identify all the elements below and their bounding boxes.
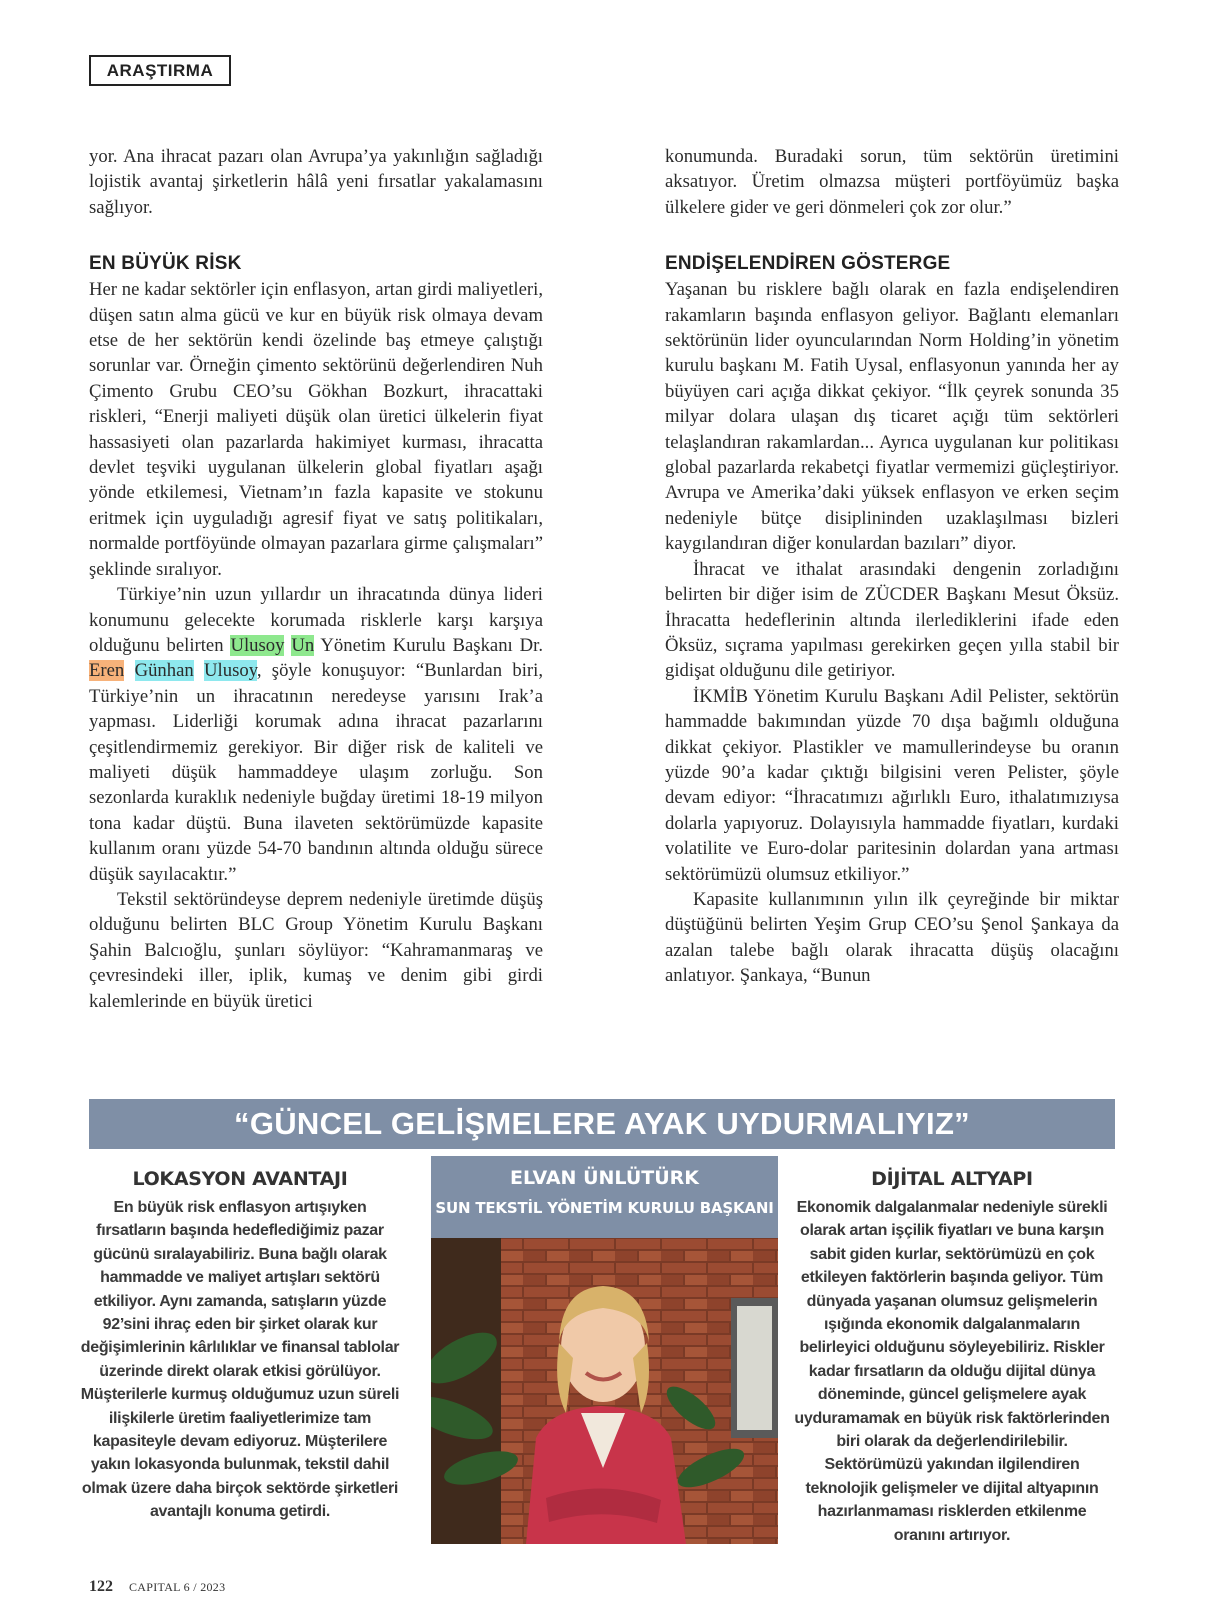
paragraph: yor. Ana ihracat pazarı olan Avrupa’ya yakınlığın sağladığı lojistik avantaj şirketlerin hâlâ yeni fırsatlar yakalamasını sağlıyor. — [89, 146, 543, 218]
box-title: DİJİTAL ALTYAPI — [871, 1168, 1033, 1190]
text-run: , şöyle konuşuyor: “Bunlardan biri, Türkiye’nin un ihracatının neredeyse yarısını Irak’a yapması. Liderliği korumak adına ihracat pazarlarını çeşitlendirmemiz gerekiyor. Bir diğer risk de kaliteli ve maliyeti düşük hammaddeye ulaşım zorluğu. Son sezonlarda kuraklık nedeniyle buğday üretimi 18-19 milyon tona kadar düştü. Buna ilaveten sektörümüzde kapasite kullanım oranı yüzde 54-70 bandının altında olduğu sürece düşük sayılacaktır.” — [89, 660, 543, 885]
text-run: Yönetim Kurulu Başkanı Dr. — [314, 634, 543, 656]
page-footer — [89, 1578, 225, 1596]
page-number: 122 — [89, 1578, 113, 1595]
article-column-left — [89, 144, 543, 1014]
box-text: En büyük risk enflasyon artışıyken fırsatların başında hedeflediğimiz pazar gücünü sıralayabiliriz. Buna bağlı olarak hammadde ve maliyet artışları sektörü etkiliyor. Aynı zamanda, satışların yüzde 92’sini ihraç eden bir şirket olarak kur değişimlerinin kârlılıklar ve finansal tablolar üzerinde direkt olarak etkisi görülüyor. Müşterilerle kurmuş olduğumuz uzun süreli ilişkilerle üretim faaliyetlerimize tam kapasiteyle devam ediyoruz. Müşterilere yakın lokasyonda bulunmak, tekstil dahil olmak üzere daha birçok sektörde şirketleri avantajlı konuma getirdi. — [80, 1199, 400, 1521]
subheading: EN BÜYÜK RİSK — [89, 253, 242, 275]
paragraph: İhracat ve ithalat arasındaki dengenin zorladığını belirten bir diğer isim de ZÜCDER Başkanı Mesut Öksüz. İhracatta hedeflerinin altında ilerlediklerini ifade eden Öksüz, sıçrama yapılması gerekirken geçen yılla stabil bir gidişat olduğunu dile getiriyor. — [665, 558, 1119, 682]
profile-role: SUN TEKSTİL YÖNETİM KURULU BAŞKANI — [435, 1199, 774, 1217]
highlighted-text: Günhan — [134, 660, 194, 682]
portrait-photo — [431, 1238, 778, 1544]
paragraph: konumunda. Buradaki sorun, tüm sektörün üretimini aksatıyor. Üretim olmazsa müşteri portföyümüz başka ülkelere gider ve geri dönmeleri çok zor olur.” — [665, 146, 1119, 218]
paragraph: Her ne kadar sektörler için enflasyon, artan girdi maliyetleri, düşen satın alma gücü ve kur en büyük risk olmaya devam etse de her sektörün kendi özelinde baş etmeye çalıştığı sorunlar var. Örneğin çimento sektörünü değerlendiren Nuh Çimento Grubu CEO’su Gökhan Bozkurt, ihracattaki riskleri, “Enerji maliyeti düşük olan üretici ülkelerin fiyat hassasiyeti olan pazarlarda hakimiyet kurması, ihracatta devlet teşviki uygulanan ülkelerin global fiyatları aşağı yönde etkilemesi, Vietnam’ın fazla kapasite ve stokunu eritmek için uyguladığı agresif fiyat ve satış politikaları, normalde portföyünde olmayan pazarlara girme çalışmaları” şeklinde sıralıyor. — [89, 279, 543, 580]
article-column-right — [665, 144, 1119, 989]
highlighted-text: Ulusoy — [230, 634, 285, 656]
box-text: Ekonomik dalgalanmalar nedeniyle sürekli olarak artan işçilik fiyatları ve buna karşın sabit giden kurlar, sektörümüzü en çok etkileyen faktörlerin başında geliyor. Tüm dünyada yaşanan olumsuz gelişmelerin ışığında ekonomik dalgalanmaların belirleyici olduğunu söyleyebiliriz. Riskler kadar fırsatların da olduğu dijital dünya döneminde, güncel gelişmelere ayak uyduramamak en büyük risk faktörlerinden biri olarak da değerlendirilebilir. Sektörümüzü yakından ilgilendiren teknolojik gelişmeler ve dijital altyapının hazırlanmaması risklerden etkilenme oranını artırıyor. — [794, 1199, 1110, 1544]
box-title: LOKASYON AVANTAJI — [132, 1168, 348, 1190]
highlighted-text: Un — [291, 634, 315, 656]
magazine-issue: CAPITAL 6 / 2023 — [129, 1580, 226, 1594]
text-run — [124, 660, 134, 681]
profile-card — [431, 1156, 778, 1544]
box-right-column — [792, 1168, 1112, 1547]
highlighted-text: Ulusoy — [204, 660, 257, 682]
paragraph: Tekstil sektöründeyse deprem nedeniyle üretimde düşüş olduğunu belirten BLC Group Yönetim Kurulu Başkanı Şahin Balcıoğlu, şunları söylüyor: “Kahramanmaraş ve çevresindeki iller, iplik, kumaş ve denim gibi girdi kalemlerinde en büyük üretici — [89, 888, 543, 1012]
text-run — [194, 660, 204, 681]
highlighted-text: Eren — [89, 660, 125, 682]
box-banner: “GÜNCEL GELİŞMELERE AYAK UYDURMALIYIZ” — [89, 1099, 1115, 1149]
box-left-column — [80, 1168, 400, 1524]
section-tag: ARAŞTIRMA — [89, 55, 231, 86]
paragraph: İKMİB Yönetim Kurulu Başkanı Adil Pelister, sektörün hammadde bakımından yüzde 70 dışa bağımlı olduğuna dikkat çekiyor. Plastikler ve mamullerindeyse bu oranın yüzde 90’a kadar çıktığı bilgisini veren Pelister, şöyle devam ediyor: “İhracatımızı ağırlıklı Euro, ithalatımızıysa dolarla yapıyoruz. Dolayısıyla hammadde fiyatları, kurdaki volatilite ve Euro-dolar paritesinin dolardan yana artması sektörümüzü olumsuz etkiliyor.” — [665, 685, 1119, 885]
paragraph — [89, 582, 543, 887]
profile-name: ELVAN ÜNLÜTÜRK — [509, 1167, 700, 1189]
paragraph: Yaşanan bu risklere bağlı olarak en fazla endişelendiren rakamların başında enflasyon geliyor. Bağlantı elemanları sektörünün lider oyuncularından Norm Holding’in yönetim kurulu başkanı M. Fatih Uysal, enflasyonun yanında her ay büyüyen cari açığa dikkat çekiyor. “İlk çeyrek sonunda 35 milyar dolara ulaşan dış ticaret açığı tüm sektörleri telaşlandıran rakamlardan... Ayrıca uygulanan kur politikası global pazarlarda rekabetçi fiyatlar vermemizi güçleştiriyor. Avrupa ve Amerika’daki yüksek enflasyon ve erken seçim nedeniyle bütçe disiplininden uzaklaşılması bizleri kaygılandıran diğer konulardan bazıları” diyor. — [665, 279, 1119, 555]
subheading: ENDİŞELENDİREN GÖSTERGE — [665, 253, 951, 275]
portrait-illustration — [431, 1238, 778, 1544]
paragraph: Kapasite kullanımının yılın ilk çeyreğinde bir miktar düştüğünü belirten Yeşim Grup CEO’su Şenol Şankaya da azalan talebe bağlı olarak ihracatta düşüş olacağını anlatıyor. Şankaya, “Bunun — [665, 888, 1119, 987]
text-run: Türkiye’nin uzun yıllardır un ihracatında dünya lideri konumunu gelecekte korumada risklerle karşı karşıya olduğunu belirten — [89, 584, 543, 656]
